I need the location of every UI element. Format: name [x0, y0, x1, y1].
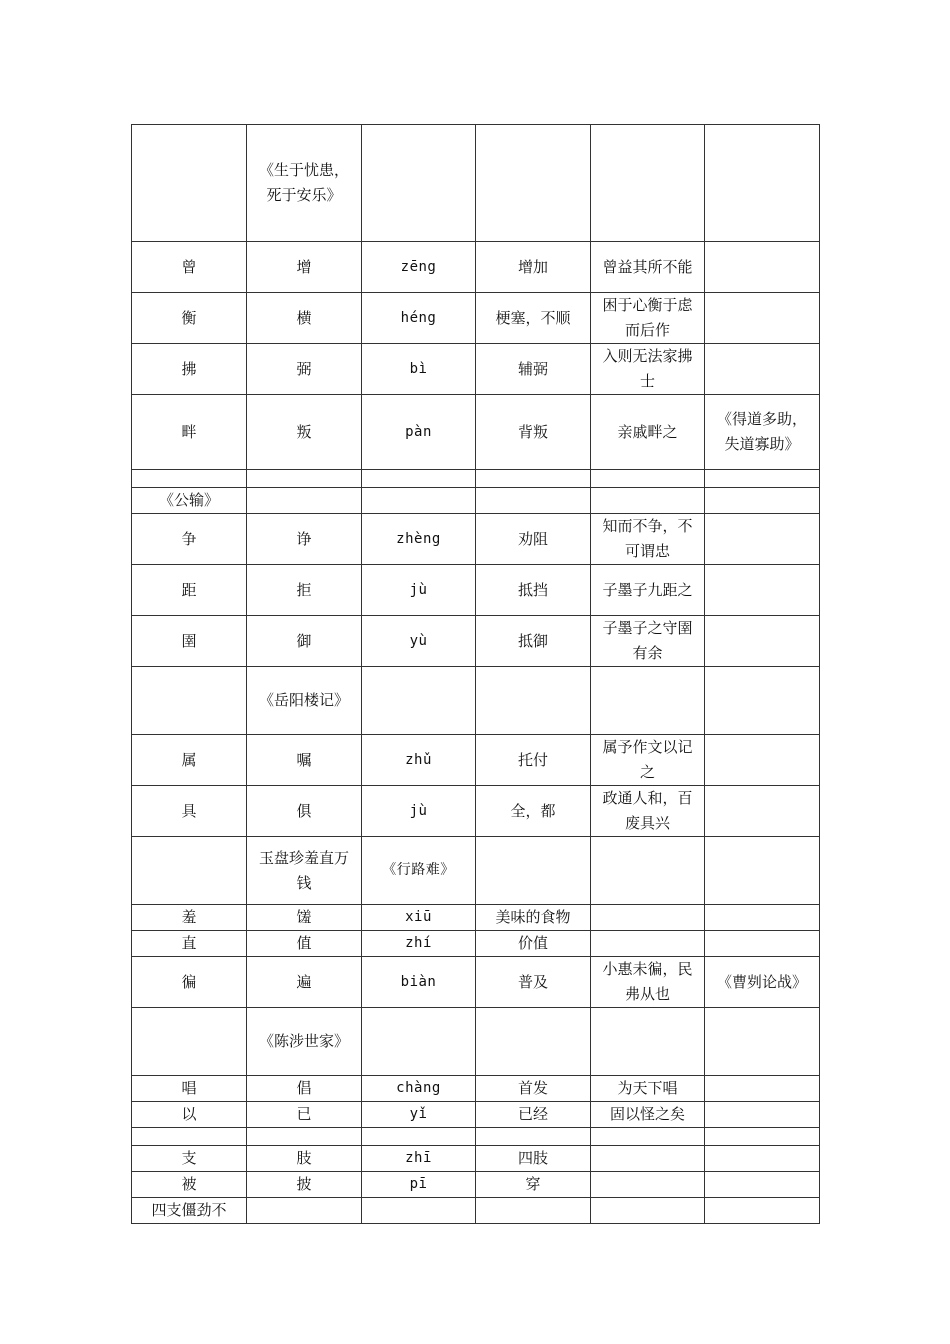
- example-cell: [591, 1128, 705, 1146]
- meaning-cell: 价值: [476, 931, 591, 957]
- ben-char-cell: 已: [247, 1102, 362, 1128]
- pinyin-cell: héng: [362, 293, 476, 344]
- meaning-cell: 梗塞，不顺: [476, 293, 591, 344]
- tongjia-char-cell: 衡: [132, 293, 247, 344]
- table-row: [132, 344, 820, 395]
- vocabulary-table: [131, 124, 820, 1224]
- example-cell: [591, 488, 705, 514]
- pinyin-cell: zhǔ: [362, 735, 476, 786]
- example-cell: 亲戚畔之: [591, 395, 705, 470]
- pinyin-cell: [362, 1198, 476, 1224]
- pinyin-cell: pàn: [362, 395, 476, 470]
- table-row: [132, 957, 820, 1008]
- source-cell: [705, 1198, 820, 1224]
- source-cell: [705, 616, 820, 667]
- meaning-cell: [476, 1198, 591, 1224]
- ben-char-cell: 嘱: [247, 735, 362, 786]
- table-row: [132, 837, 820, 905]
- example-cell: [591, 931, 705, 957]
- tongjia-char-cell: 拂: [132, 344, 247, 395]
- pinyin-cell: [362, 667, 476, 735]
- meaning-cell: [476, 125, 591, 242]
- tongjia-char-cell: 以: [132, 1102, 247, 1128]
- example-cell: [591, 1172, 705, 1198]
- table-row: [132, 293, 820, 344]
- table-row: [132, 786, 820, 837]
- meaning-cell: 托付: [476, 735, 591, 786]
- tongjia-char-cell: [132, 470, 247, 488]
- example-cell: [591, 1008, 705, 1076]
- pinyin-cell: yù: [362, 616, 476, 667]
- pinyin-cell: [362, 1128, 476, 1146]
- tongjia-char-cell: 曾: [132, 242, 247, 293]
- meaning-cell: [476, 1128, 591, 1146]
- tongjia-char-cell: [132, 1008, 247, 1076]
- tongjia-char-cell: 属: [132, 735, 247, 786]
- tongjia-char-cell: [132, 667, 247, 735]
- example-cell: 曾益其所不能: [591, 242, 705, 293]
- table-row: [132, 616, 820, 667]
- ben-char-cell: 馐: [247, 905, 362, 931]
- table-row: [132, 488, 820, 514]
- tongjia-char-cell: 四支僵劲不: [132, 1198, 247, 1224]
- ben-char-cell: 御: [247, 616, 362, 667]
- source-cell: [705, 786, 820, 837]
- table-row: [132, 565, 820, 616]
- source-cell: [705, 125, 820, 242]
- meaning-cell: 普及: [476, 957, 591, 1008]
- source-cell: [705, 470, 820, 488]
- source-cell: [705, 1146, 820, 1172]
- source-cell: [705, 905, 820, 931]
- meaning-cell: [476, 1008, 591, 1076]
- example-cell: 入则无法家拂士: [591, 344, 705, 395]
- pinyin-cell: [362, 1008, 476, 1076]
- ben-char-cell: 拒: [247, 565, 362, 616]
- ben-char-cell: 增: [247, 242, 362, 293]
- tongjia-char-cell: [132, 1128, 247, 1146]
- source-cell: [705, 293, 820, 344]
- ben-char-cell: [247, 488, 362, 514]
- source-cell: [705, 667, 820, 735]
- example-cell: 固以怪之矣: [591, 1102, 705, 1128]
- pinyin-cell: yǐ: [362, 1102, 476, 1128]
- pinyin-cell: jù: [362, 786, 476, 837]
- ben-char-cell: [247, 470, 362, 488]
- example-cell: 子墨子之守圉有余: [591, 616, 705, 667]
- table-row: [132, 1076, 820, 1102]
- table-row: [132, 1128, 820, 1146]
- source-cell: 《曹刿论战》: [705, 957, 820, 1008]
- example-cell: [591, 837, 705, 905]
- meaning-cell: [476, 667, 591, 735]
- pinyin-cell: [362, 488, 476, 514]
- table-row: [132, 470, 820, 488]
- ben-char-cell: 《陈涉世家》: [247, 1008, 362, 1076]
- table-row: [132, 1102, 820, 1128]
- table-row: [132, 735, 820, 786]
- ben-char-cell: 叛: [247, 395, 362, 470]
- table-row: [132, 667, 820, 735]
- tongjia-char-cell: 距: [132, 565, 247, 616]
- pinyin-cell: [362, 470, 476, 488]
- ben-char-cell: 《岳阳楼记》: [247, 667, 362, 735]
- source-cell: [705, 837, 820, 905]
- tongjia-char-cell: 争: [132, 514, 247, 565]
- pinyin-cell: chàng: [362, 1076, 476, 1102]
- tongjia-char-cell: 唱: [132, 1076, 247, 1102]
- meaning-cell: 抵御: [476, 616, 591, 667]
- meaning-cell: 增加: [476, 242, 591, 293]
- source-cell: 《得道多助，失道寡助》: [705, 395, 820, 470]
- table-row: [132, 931, 820, 957]
- meaning-cell: [476, 488, 591, 514]
- table-row: [132, 1172, 820, 1198]
- ben-char-cell: 《生于忧患，死于安乐》: [247, 125, 362, 242]
- ben-char-cell: 值: [247, 931, 362, 957]
- tongjia-char-cell: 支: [132, 1146, 247, 1172]
- pinyin-cell: zhī: [362, 1146, 476, 1172]
- meaning-cell: 美味的食物: [476, 905, 591, 931]
- source-cell: [705, 242, 820, 293]
- tongjia-char-cell: [132, 125, 247, 242]
- ben-char-cell: 俱: [247, 786, 362, 837]
- ben-char-cell: [247, 1198, 362, 1224]
- meaning-cell: 劝阻: [476, 514, 591, 565]
- example-cell: 属予作文以记之: [591, 735, 705, 786]
- source-cell: [705, 514, 820, 565]
- pinyin-cell: zhí: [362, 931, 476, 957]
- tongjia-char-cell: 畔: [132, 395, 247, 470]
- table-row: [132, 242, 820, 293]
- example-cell: [591, 470, 705, 488]
- example-cell: 困于心衡于虑而后作: [591, 293, 705, 344]
- table-row: [132, 125, 820, 242]
- ben-char-cell: 遍: [247, 957, 362, 1008]
- meaning-cell: 辅弼: [476, 344, 591, 395]
- ben-char-cell: [247, 1128, 362, 1146]
- source-cell: [705, 1128, 820, 1146]
- meaning-cell: 四肢: [476, 1146, 591, 1172]
- tongjia-char-cell: 直: [132, 931, 247, 957]
- pinyin-cell: zhèng: [362, 514, 476, 565]
- pinyin-cell: pī: [362, 1172, 476, 1198]
- meaning-cell: 已经: [476, 1102, 591, 1128]
- tongjia-char-cell: 羞: [132, 905, 247, 931]
- example-cell: 知而不争，不可谓忠: [591, 514, 705, 565]
- table-row: [132, 1146, 820, 1172]
- source-cell: [705, 1102, 820, 1128]
- example-cell: 小惠未徧，民弗从也: [591, 957, 705, 1008]
- pinyin-cell: xiū: [362, 905, 476, 931]
- meaning-cell: 背叛: [476, 395, 591, 470]
- meaning-cell: 全，都: [476, 786, 591, 837]
- example-cell: [591, 905, 705, 931]
- example-cell: 政通人和，百废具兴: [591, 786, 705, 837]
- tongjia-char-cell: 被: [132, 1172, 247, 1198]
- example-cell: [591, 1146, 705, 1172]
- meaning-cell: [476, 837, 591, 905]
- source-cell: [705, 1172, 820, 1198]
- tongjia-char-cell: [132, 837, 247, 905]
- example-cell: 子墨子九距之: [591, 565, 705, 616]
- meaning-cell: [476, 470, 591, 488]
- example-cell: [591, 1198, 705, 1224]
- ben-char-cell: 横: [247, 293, 362, 344]
- table-row: [132, 514, 820, 565]
- pinyin-cell: zēng: [362, 242, 476, 293]
- source-cell: [705, 931, 820, 957]
- tongjia-char-cell: 具: [132, 786, 247, 837]
- pinyin-cell: jù: [362, 565, 476, 616]
- ben-char-cell: 玉盘珍羞直万钱: [247, 837, 362, 905]
- meaning-cell: 抵挡: [476, 565, 591, 616]
- source-cell: [705, 1008, 820, 1076]
- example-cell: [591, 125, 705, 242]
- table-row: [132, 905, 820, 931]
- table-row: [132, 1198, 820, 1224]
- example-cell: [591, 667, 705, 735]
- meaning-cell: 穿: [476, 1172, 591, 1198]
- source-cell: [705, 344, 820, 395]
- ben-char-cell: 弼: [247, 344, 362, 395]
- source-cell: [705, 565, 820, 616]
- source-cell: [705, 1076, 820, 1102]
- tongjia-char-cell: 《公输》: [132, 488, 247, 514]
- meaning-cell: 首发: [476, 1076, 591, 1102]
- source-cell: [705, 735, 820, 786]
- table-row: [132, 1008, 820, 1076]
- ben-char-cell: 诤: [247, 514, 362, 565]
- ben-char-cell: 披: [247, 1172, 362, 1198]
- ben-char-cell: 倡: [247, 1076, 362, 1102]
- pinyin-cell: [362, 125, 476, 242]
- pinyin-cell: biàn: [362, 957, 476, 1008]
- example-cell: 为天下唱: [591, 1076, 705, 1102]
- tongjia-char-cell: 圉: [132, 616, 247, 667]
- table-row: [132, 395, 820, 470]
- table-body: [132, 125, 820, 1224]
- pinyin-cell: bì: [362, 344, 476, 395]
- ben-char-cell: 肢: [247, 1146, 362, 1172]
- tongjia-char-cell: 徧: [132, 957, 247, 1008]
- source-cell: [705, 488, 820, 514]
- pinyin-cell: 《行路难》: [362, 837, 476, 905]
